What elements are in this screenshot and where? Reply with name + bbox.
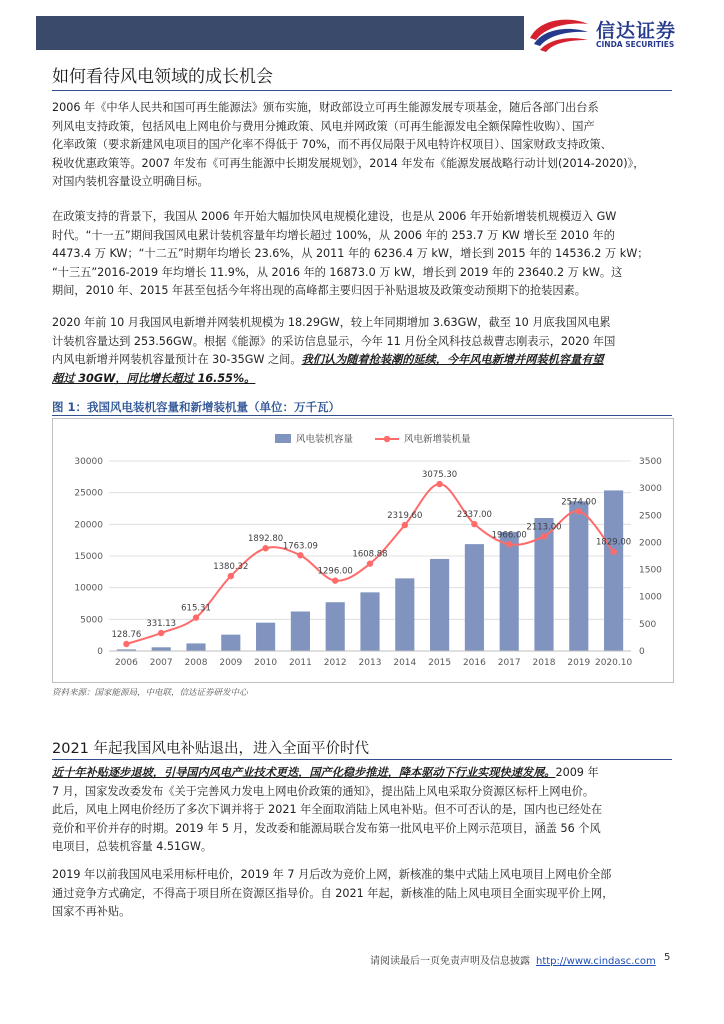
text-segment: 内风电新增并网装机容量预计在 30-35GW 之间。 [52,353,302,367]
data-label: 1829.00 [596,537,632,548]
page-number: 5 [664,952,671,963]
key-conclusion: 我们认为随着抢装潮的延续，今年风电新增并网装机容量有望 [301,353,604,367]
text-line [52,370,674,389]
x-tick-label: 2008 [184,658,208,668]
x-tick-label: 2011 [288,658,312,668]
bar-capacity [569,501,588,651]
y-right-tick-label: 3500 [639,457,662,467]
data-label: 3075.30 [422,470,458,481]
text-line [52,764,674,783]
text-line: “十三五”2016-2019 年均增长 11.9%，从 2016 年的 16873.0 万 kW，增长到 2019 年的 23640.2 万 kW。这 [52,265,623,279]
data-label: 1296.00 [317,566,353,577]
data-label: 2319.60 [387,511,423,522]
line-point [506,541,512,547]
x-tick-label: 2006 [114,658,138,668]
legend-bar-swatch [275,434,291,443]
text-line: 对国内装机容量设立明确目标。 [52,175,209,189]
data-label: 331.13 [146,619,177,630]
line-point [193,614,199,620]
x-tick-label: 2012 [323,658,347,668]
x-tick-label: 2020.10 [594,658,633,668]
text-line: 4473.4 万 KW；“十二五”时期年均增长 23.6%，从 2011 年的 6236.4 万 kW，增长到 2015 年的 14536.2 万 kW； [52,247,649,261]
legend-bar-label: 风电装机容量 [296,434,354,445]
y-right-tick-label: 1000 [639,592,662,603]
line-point [262,545,268,551]
text-line: 化率政策（要求新建风电项目的国产化率不得低于 70%，而不再仅局限于风电特许权项目）、国家财政支持政策、 [52,138,612,152]
text-line: 2020 年前 10 月我国风电新增并网装机规模为 18.29GW，较上年同期增加 3.63GW，截至 10 月底我国风电累 [52,316,611,329]
section-title: 如何看待风电领域的成长机会 [52,67,273,87]
company-logo [526,14,702,54]
company-name-cn: 信达证券 [596,20,677,42]
data-label: 2574.00 [561,497,597,508]
line-point [332,577,338,583]
bar-capacity [186,643,205,651]
x-tick-label: 2013 [358,658,382,668]
line-point [610,549,616,555]
title-underline [52,759,672,760]
data-label: 2113.00 [526,522,562,533]
data-label: 128.76 [111,630,142,641]
text-line: 2006 年《中华人民共和国可再生能源法》颁布实施，财政部设立可再生能源发展专项基金，随后各部门出台系 [52,101,599,114]
text-line: 7 月，国家发改委发布《关于完善风力发电上网电价政策的通知》，提出陆上风电采取分资源区标杆上网电价。 [52,784,595,798]
data-label: 1763.09 [282,541,318,552]
text-line: 时代。“十一五”期间我国风电累计装机容量年均增长超过 100%，从 2006 年的 253.7 万 KW 增长至 2010 年的 [52,228,615,242]
x-tick-label: 2016 [462,658,486,668]
text-line: 在政策支持的背景下，我国从 2006 年开始大幅加快风电规模化建设，也是从 2006 年开始新增装机规模迈入 GW [52,210,617,223]
bar-capacity [326,602,345,651]
y-right-tick-label: 2000 [639,538,662,549]
line-point [123,641,129,647]
combo-chart [53,419,673,682]
y-left-tick-label: 15000 [74,552,103,562]
y-right-tick-label: 1500 [639,565,662,576]
line-point [436,481,442,487]
website-link[interactable]: http://www.cindasc.com [536,956,656,967]
figure-caption: 图 1：我国风电装机容量和新增装机量（单位：万千瓦） [52,400,341,414]
x-tick-label: 2010 [254,658,278,668]
y-left-tick-label: 25000 [74,488,103,499]
chart-container [52,418,674,683]
bar-capacity [291,612,310,651]
line-point [402,522,408,528]
footer-disclaimer: 请阅读最后一页免责声明及信息披露 [370,956,530,967]
text-line: 计装机容量达到 253.56GW。根据《能源》的采访信息显示，今年 11 月份全风科技总裁曹志刚表示，2020 年国 [52,334,616,348]
text-line: 列风电支持政策，包括风电上网电价与费用分摊政策、风电并网政策（可再生能源发电全额保障性收购）、国产 [52,119,595,133]
y-right-tick-label: 500 [639,619,657,630]
bar-capacity [360,592,379,651]
data-label: 1892.80 [248,534,284,545]
bar-capacity [465,544,484,651]
data-label: 615.31 [181,603,211,614]
figure-rule [52,415,672,416]
x-tick-label: 2019 [567,658,591,668]
paragraph-growth [52,208,674,301]
data-label: 1608.88 [352,549,388,560]
text-segment: 2009 年 [555,766,599,779]
paragraph-subsidy [52,764,674,857]
bar-capacity [430,559,449,651]
bar-capacity [221,635,240,651]
text-line [52,351,674,370]
x-tick-label: 2017 [497,658,521,668]
line-point [297,552,303,558]
key-conclusion: 超过 30GW，同比增长超过 16.55%。 [52,371,256,385]
line-point [228,573,234,579]
company-name-en: CINDA SECURITIES [596,40,675,49]
x-tick-label: 2018 [532,658,556,668]
x-tick-label: 2007 [149,658,173,668]
data-label: 1966.00 [491,530,527,541]
paragraph-2020-outlook [52,314,674,388]
text-line: 此后，风电上网电价经历了多次下调并将于 2021 年全面取消陆上风电补贴。但不可否认的是，国内也已经处在 [52,803,603,817]
text-line: 国家不再补贴。 [52,905,131,919]
key-conclusion: 近十年补贴逐步退坡，引导国内风电产业技术更迭，国产化稳步推进，降本驱动下行业实现快速发展。 [52,766,556,779]
line-point [576,508,582,514]
text-line: 电项目，总装机容量 4.51GW。 [52,840,213,854]
section-title: 2021 年起我国风电补贴退出，进入全面平价时代 [52,741,370,757]
y-left-tick-label: 5000 [80,615,103,626]
paragraph-pricing [52,866,674,922]
text-line: 通过竞争方式确定，不得高于项目所在资源区指导价。自 2021 年起，新核准的陆上风电项目全面实现平价上网， [52,886,614,900]
line-point [471,521,477,527]
x-tick-label: 2015 [428,658,452,668]
bar-capacity [500,532,519,651]
legend-line-label: 风电新增装机量 [404,434,471,445]
header-band [36,16,524,50]
y-right-tick-label: 0 [639,647,645,657]
legend-line-marker [384,436,390,442]
figure-source: 资料来源：国家能源局，中电联，信达证券研发中心 [52,688,248,698]
y-left-tick-label: 10000 [74,583,103,594]
bar-capacity [152,647,171,651]
bar-capacity [604,490,623,651]
bar-capacity [256,623,275,651]
data-label: 1380.32 [213,562,249,573]
bar-capacity [395,578,414,651]
text-line: 竞价和平价并存的时期。2019 年 5 月，发改委和能源局联合发布第一批风电平价上网示范项目，涵盖 56 个风 [52,821,601,835]
text-line: 期间，2010 年、2015 年甚至包括今年将出现的高峰都主要归因于补贴退坡及政策变动预期下的抢装因素。 [52,284,586,298]
swoosh-logo-icon [526,14,592,54]
line-point [541,533,547,539]
data-label: 2337.00 [456,510,492,521]
y-right-tick-label: 2500 [639,511,662,522]
y-left-tick-label: 20000 [74,520,103,531]
text-line: 2019 年以前我国风电采用标杆电价，2019 年 7 月后改为竞价上网，新核准的集中式陆上风电项目上网电价全部 [52,868,612,881]
x-tick-label: 2009 [219,658,243,668]
y-left-tick-label: 30000 [74,457,103,467]
footer [370,952,656,967]
text-line: 税收优惠政策等。2007 年发布《可再生能源中长期发展规划》，2014 年发布《能源发展战略行动计划(2014-2020)》， [52,156,645,170]
title-underline [52,90,672,91]
paragraph-policy [52,99,674,192]
x-tick-label: 2014 [393,658,417,668]
y-left-tick-label: 0 [97,647,103,657]
line-point [158,630,164,636]
line-point [367,560,373,566]
y-right-tick-label: 3000 [639,484,662,495]
